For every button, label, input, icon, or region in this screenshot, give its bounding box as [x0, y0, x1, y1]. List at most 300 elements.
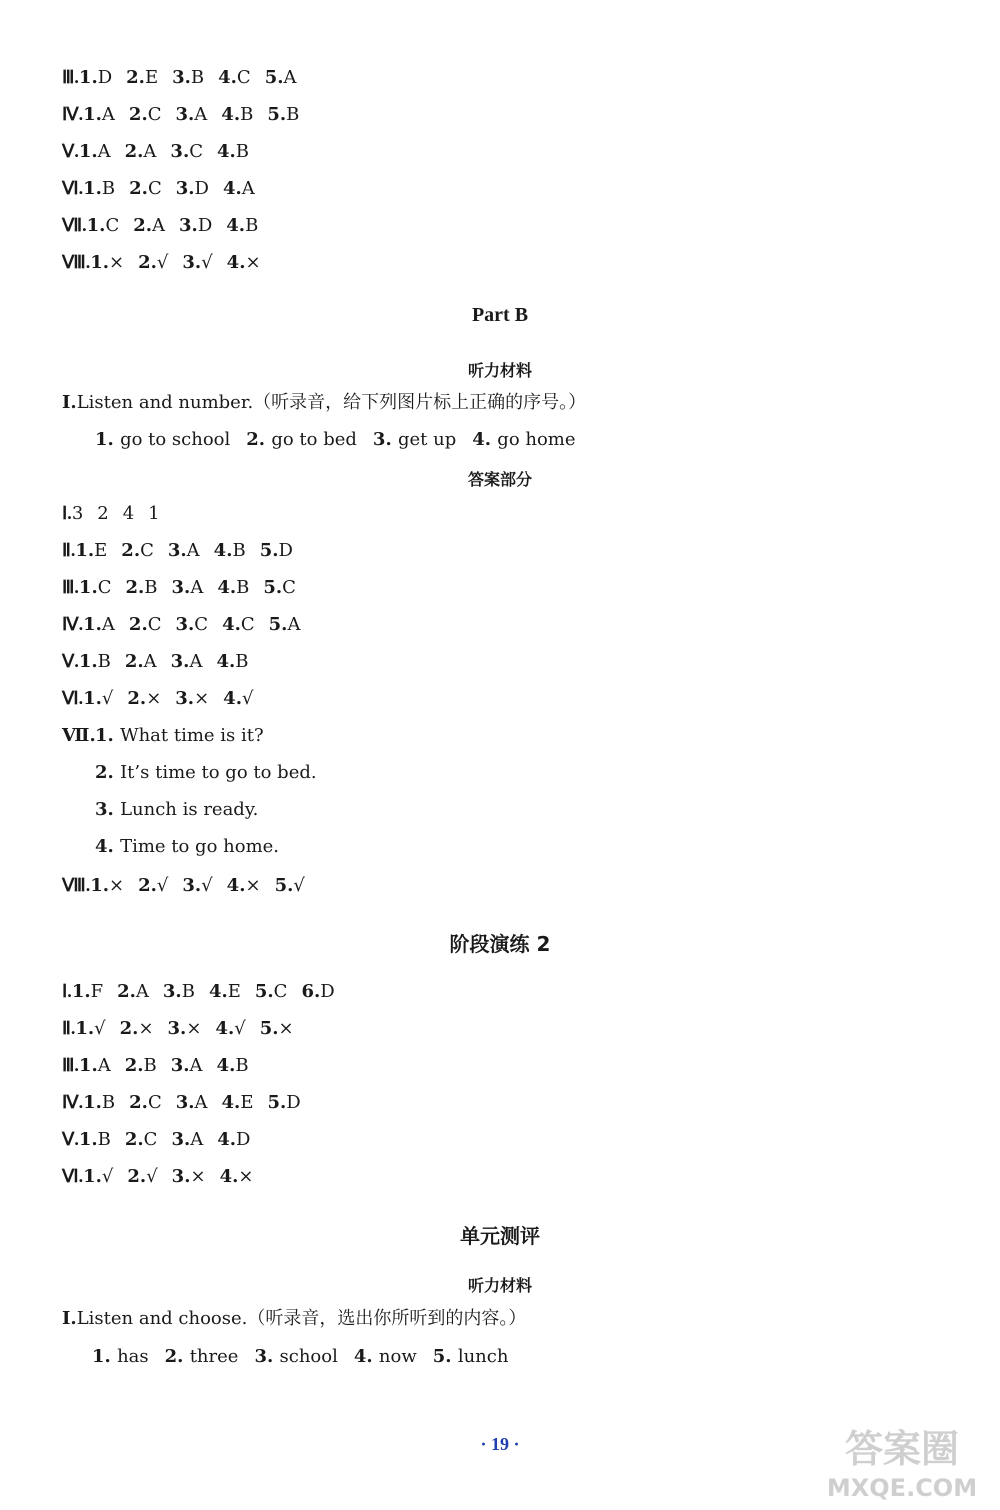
- item-number: 4.: [222, 614, 241, 635]
- answer-item: [222, 1092, 254, 1113]
- answer-item: [209, 981, 241, 1002]
- item-answer: ×: [138, 1018, 154, 1039]
- answer-item: [176, 178, 209, 199]
- item-text: has: [117, 1346, 149, 1367]
- answer-item: [127, 688, 161, 709]
- answer-item: [182, 875, 212, 896]
- answer-item: [87, 215, 120, 236]
- answer-item: [255, 981, 288, 1002]
- item-number: 2.: [124, 141, 144, 162]
- item-answer: A: [189, 1055, 203, 1076]
- answer-item: [79, 1055, 111, 1076]
- answer-item: [125, 1129, 158, 1150]
- item-number: 3.: [179, 215, 198, 236]
- item-number: 3.: [175, 178, 195, 199]
- answer-item: [221, 104, 253, 125]
- roman-numeral: Ⅷ.: [62, 252, 91, 272]
- answer-line: [62, 177, 269, 200]
- roman-numeral: Ⅳ.: [62, 104, 84, 124]
- inline-item: [165, 1346, 239, 1367]
- roman-numeral: Ⅵ.: [62, 688, 84, 708]
- item-answer: B: [101, 1092, 116, 1113]
- part-b-answers-heading: 答案部分: [467, 470, 532, 489]
- item-number: 2.: [138, 252, 157, 273]
- item-answer: A: [287, 614, 301, 635]
- part-b-listening-heading: 听力材料: [467, 361, 532, 380]
- unit-test-instruction: [62, 1308, 526, 1330]
- item-number: 4.: [226, 252, 246, 273]
- answer-item: [171, 1055, 203, 1076]
- answer-item: [168, 540, 200, 561]
- item-number: 4.: [219, 1166, 239, 1187]
- item-number: 2.: [129, 178, 148, 199]
- item-number: 6.: [301, 981, 321, 1002]
- item-answer: √: [101, 688, 114, 709]
- item-number: 2.: [119, 1018, 139, 1039]
- answer-item: [176, 614, 209, 635]
- item-answer: A: [241, 178, 255, 199]
- item-answer: A: [135, 981, 149, 1002]
- item-number: 3.: [175, 104, 195, 125]
- item-number: 1.: [90, 875, 110, 896]
- answer-line: [62, 140, 263, 163]
- item-answer: √: [201, 875, 213, 896]
- item-number: 3.: [162, 981, 182, 1002]
- stage-2-title: 阶段演练 2: [449, 932, 551, 956]
- item-answer: B: [190, 67, 205, 88]
- item-number: 4.: [221, 104, 241, 125]
- part-b-listening-instruction: [62, 392, 586, 414]
- answer-item: [267, 1092, 300, 1113]
- answer-item: [260, 540, 293, 561]
- answer-item: [90, 252, 124, 273]
- answer-item: [220, 1166, 254, 1187]
- answer-item: [269, 614, 301, 635]
- item-answer: A: [189, 651, 203, 672]
- item-number: 3.: [95, 799, 121, 820]
- answer-item: [138, 252, 168, 273]
- answer-line: [62, 1165, 267, 1188]
- answer-item: [182, 252, 212, 273]
- item-number: 5.: [263, 577, 283, 598]
- item-answer: 2: [97, 503, 109, 524]
- answer-line: [62, 214, 272, 237]
- item-answer: C: [105, 215, 120, 236]
- answer-line: [62, 687, 267, 710]
- item-answer: A: [97, 141, 111, 162]
- item-text: lunch: [457, 1346, 509, 1367]
- item-number: 5.: [264, 67, 284, 88]
- unit-test-title: 单元测评: [460, 1224, 540, 1248]
- answer-item: [217, 141, 249, 162]
- answer-item: [138, 875, 168, 896]
- answer-item: [222, 614, 255, 635]
- item-answer: ×: [245, 875, 261, 896]
- item-number: 2.: [95, 762, 121, 783]
- sentence-text: What time is it?: [120, 725, 264, 746]
- roman-numeral: Ⅰ.: [62, 503, 72, 523]
- item-number: 4.: [95, 836, 121, 857]
- item-answer: C: [97, 577, 112, 598]
- answer-line: [62, 1091, 315, 1114]
- item-number: 4.: [217, 1129, 237, 1150]
- roman-numeral: Ⅵ.: [62, 1166, 84, 1186]
- roman-numeral: Ⅳ.: [62, 614, 84, 634]
- item-number: 1.: [78, 577, 98, 598]
- item-number: 2.: [133, 215, 153, 236]
- roman-numeral: Ⅵ.: [62, 178, 84, 198]
- item-answer: B: [240, 104, 254, 125]
- item-number: 1.: [83, 1166, 102, 1187]
- item-answer: A: [194, 104, 208, 125]
- answer-item: [79, 1129, 111, 1150]
- item-answer: A: [152, 215, 166, 236]
- answer-item: [83, 104, 115, 125]
- item-answer: E: [227, 981, 241, 1002]
- item-text: go to school: [120, 429, 231, 450]
- item-number: 3.: [171, 1166, 191, 1187]
- inline-item: [246, 429, 357, 450]
- answer-item: [79, 577, 112, 598]
- item-number: 2.: [124, 1129, 144, 1150]
- roman-numeral: Ⅲ.: [62, 577, 79, 597]
- item-number: 1.: [78, 141, 98, 162]
- item-answer: B: [286, 104, 300, 125]
- answer-item: [176, 104, 208, 125]
- item-number: 1.: [90, 252, 110, 273]
- answer-line: [62, 980, 349, 1003]
- answer-item: [75, 1018, 105, 1039]
- answer-item: [260, 1018, 294, 1039]
- answer-item: [120, 1018, 154, 1039]
- answer-item: [79, 651, 111, 672]
- item-number: 2.: [124, 1055, 144, 1076]
- sentence-line: [95, 725, 264, 747]
- answer-item: [75, 540, 107, 561]
- item-answer: A: [143, 651, 157, 672]
- item-answer: B: [97, 651, 111, 672]
- item-answer: D: [320, 981, 335, 1002]
- item-answer: √: [293, 875, 305, 896]
- inline-item: [92, 1346, 149, 1367]
- roman-numeral: Ⅶ.: [62, 215, 87, 235]
- item-number: 2.: [246, 429, 272, 450]
- answer-item: [214, 540, 246, 561]
- answer-item: [123, 503, 134, 524]
- answer-line: [62, 1128, 264, 1151]
- item-number: 2.: [129, 1092, 148, 1113]
- answer-line: [62, 613, 314, 636]
- answer-item: [275, 875, 305, 896]
- item-number: 4.: [472, 429, 498, 450]
- item-number: 4.: [353, 1346, 379, 1367]
- answer-item: [125, 1055, 157, 1076]
- answer-item: [79, 141, 111, 162]
- item-answer: C: [147, 104, 162, 125]
- item-number: 2.: [117, 981, 136, 1002]
- sentence-line: [95, 762, 317, 784]
- answer-item: [125, 651, 157, 672]
- item-number: 1.: [83, 1092, 102, 1113]
- item-answer: C: [147, 1092, 162, 1113]
- item-answer: A: [186, 540, 200, 561]
- item-answer: C: [282, 577, 296, 598]
- item-answer: B: [144, 577, 158, 598]
- answer-line: [62, 539, 307, 562]
- item-answer: E: [240, 1092, 254, 1113]
- item-answer: A: [190, 1129, 204, 1150]
- item-answer: ×: [194, 688, 210, 709]
- answer-item: [227, 875, 261, 896]
- item-number: 5.: [274, 875, 294, 896]
- roman-numeral: Ⅴ.: [62, 651, 79, 671]
- answer-item: [172, 67, 204, 88]
- roman-numeral: Ⅱ.: [62, 1018, 76, 1038]
- answer-item: [227, 252, 261, 273]
- item-answer: C: [147, 178, 162, 199]
- item-number: 2.: [127, 1166, 147, 1187]
- item-answer: √: [156, 252, 169, 273]
- item-line: [92, 1346, 524, 1368]
- item-answer: F: [90, 981, 104, 1002]
- item-answer: C: [194, 614, 209, 635]
- answer-item: [83, 614, 115, 635]
- item-number: 1.: [83, 688, 102, 709]
- answer-item: [125, 141, 157, 162]
- item-answer: B: [245, 215, 259, 236]
- item-number: 1.: [83, 178, 102, 199]
- item-answer: A: [194, 1092, 208, 1113]
- item-number: 3.: [175, 614, 195, 635]
- answer-item: [97, 503, 108, 524]
- item-text: three: [189, 1346, 239, 1367]
- unit-test-listening-heading: 听力材料: [467, 1276, 532, 1295]
- inline-item: [433, 1346, 509, 1367]
- inline-item: [95, 429, 230, 450]
- item-answer: A: [101, 614, 115, 635]
- item-number: 5.: [254, 981, 274, 1002]
- answer-item: [170, 141, 203, 162]
- answer-item: [127, 1166, 157, 1187]
- item-answer: A: [190, 577, 204, 598]
- answer-item: [129, 614, 162, 635]
- item-number: 4.: [221, 1092, 241, 1113]
- answer-item: [301, 981, 334, 1002]
- inline-item: [354, 1346, 417, 1367]
- item-number: 3.: [167, 540, 187, 561]
- answer-item: [179, 215, 212, 236]
- answer-item: [90, 875, 124, 896]
- answer-item: [83, 1166, 113, 1187]
- item-answer: D: [278, 540, 293, 561]
- item-number: 2.: [125, 577, 145, 598]
- answer-item: [148, 503, 159, 524]
- item-answer: E: [94, 540, 108, 561]
- sentence-line: [95, 799, 258, 821]
- answer-line: [62, 251, 275, 274]
- item-number: 4.: [208, 981, 228, 1002]
- answer-item: [218, 67, 251, 88]
- item-number: 3.: [170, 651, 190, 672]
- item-number: 3.: [182, 875, 202, 896]
- item-number: 5.: [267, 104, 287, 125]
- roman-numeral: Ⅰ.: [62, 392, 77, 413]
- item-number: 1.: [71, 981, 91, 1002]
- sentence-text: Lunch is ready.: [120, 799, 259, 820]
- instruction-text: Listen and choose.（听录音，选出你所听到的内容。）: [76, 1308, 527, 1329]
- item-number: 4.: [222, 178, 242, 199]
- item-answer: A: [283, 67, 297, 88]
- roman-numeral: Ⅱ.: [62, 540, 76, 560]
- item-number: 2.: [126, 67, 145, 88]
- inline-item: [373, 429, 456, 450]
- item-answer: C: [189, 141, 203, 162]
- item-answer: √: [146, 1166, 158, 1187]
- part-b-title: Part B: [471, 304, 529, 326]
- item-answer: C: [240, 614, 255, 635]
- item-number: 1.: [78, 1055, 98, 1076]
- item-number: 1.: [75, 540, 95, 561]
- item-answer: B: [101, 178, 116, 199]
- answer-item: [117, 981, 149, 1002]
- page-number: · 19 ·: [480, 1434, 520, 1454]
- answer-item: [172, 577, 204, 598]
- answer-line: [62, 874, 319, 897]
- answer-item: [129, 178, 162, 199]
- answer-item: [121, 540, 154, 561]
- answer-item: [83, 688, 113, 709]
- answer-item: [72, 503, 83, 524]
- item-number: 3.: [175, 1092, 195, 1113]
- answer-item: [126, 67, 158, 88]
- item-answer: √: [94, 1018, 106, 1039]
- item-answer: C: [273, 981, 288, 1002]
- item-number: 2.: [124, 651, 144, 672]
- item-number: 4.: [217, 577, 237, 598]
- item-number: 1.: [95, 429, 121, 450]
- item-answer: D: [97, 67, 113, 88]
- item-number: 4.: [226, 215, 246, 236]
- item-number: 4.: [218, 67, 237, 88]
- answer-item: [171, 651, 203, 672]
- item-number: 4.: [215, 1018, 235, 1039]
- item-answer: B: [97, 1129, 111, 1150]
- item-text: go home: [497, 429, 576, 450]
- item-number: 4.: [213, 540, 233, 561]
- item-number: 3.: [182, 252, 202, 273]
- item-answer: ×: [109, 252, 125, 273]
- item-number: 2.: [164, 1346, 190, 1367]
- item-number: 4.: [216, 651, 236, 672]
- item-number: 3.: [172, 67, 191, 88]
- item-answer: ×: [190, 1166, 206, 1187]
- item-answer: ×: [238, 1166, 254, 1187]
- item-text: now: [378, 1346, 417, 1367]
- roman-numeral: Ⅲ.: [62, 67, 79, 87]
- roman-numeral: Ⅰ.: [62, 981, 72, 1001]
- item-answer: D: [286, 1092, 301, 1113]
- answer-item: [263, 577, 296, 598]
- item-number: 1.: [78, 67, 98, 88]
- item-answer: √: [234, 1018, 246, 1039]
- sentence-line: [95, 836, 279, 858]
- item-answer: B: [236, 577, 250, 598]
- answer-item: [79, 67, 112, 88]
- answer-item: [129, 1092, 162, 1113]
- item-number: 3.: [170, 1055, 190, 1076]
- item-number: 3.: [167, 1018, 187, 1039]
- item-number: 5.: [268, 614, 288, 635]
- answer-item: [223, 178, 255, 199]
- item-text: get up: [397, 429, 457, 450]
- item-number: 2.: [127, 688, 147, 709]
- item-answer: C: [143, 1129, 158, 1150]
- item-answer: ×: [278, 1018, 294, 1039]
- item-answer: 4: [122, 503, 135, 524]
- item-answer: 3: [71, 503, 84, 524]
- answer-line: [62, 650, 262, 673]
- answer-item: [83, 1092, 115, 1113]
- answer-line: [62, 66, 311, 89]
- item-number: 2.: [128, 614, 148, 635]
- inline-item: [254, 1346, 337, 1367]
- roman-numeral: Ⅷ.: [62, 875, 91, 895]
- item-answer: B: [235, 1055, 249, 1076]
- item-number: 2.: [121, 540, 141, 561]
- item-answer: ×: [186, 1018, 202, 1039]
- item-number: 1.: [78, 651, 98, 672]
- answer-item: [223, 688, 253, 709]
- item-answer: √: [156, 875, 169, 896]
- item-answer: ×: [109, 875, 125, 896]
- part-b-vii-rn: Ⅶ.: [62, 725, 96, 746]
- item-number: 2.: [138, 875, 157, 896]
- item-answer: D: [236, 1129, 251, 1150]
- roman-numeral: Ⅴ.: [62, 1129, 79, 1149]
- item-number: 3.: [372, 429, 398, 450]
- item-number: 3.: [171, 1129, 191, 1150]
- item-answer: C: [147, 614, 162, 635]
- item-number: 5.: [259, 1018, 279, 1039]
- item-answer: B: [232, 540, 246, 561]
- item-answer: √: [201, 252, 213, 273]
- answer-item: [126, 577, 158, 598]
- answer-item: [168, 1018, 202, 1039]
- item-answer: 1: [148, 503, 160, 524]
- item-text: go to bed: [271, 429, 357, 450]
- answer-item: [171, 1129, 203, 1150]
- sentence-text: Time to go home.: [120, 836, 280, 857]
- answer-item: [175, 688, 209, 709]
- item-number: 1.: [83, 104, 102, 125]
- item-number: 5.: [432, 1346, 458, 1367]
- roman-numeral: Ⅳ.: [62, 1092, 84, 1112]
- roman-numeral: Ⅲ.: [62, 1055, 79, 1075]
- item-number: 4.: [217, 141, 236, 162]
- item-number: 4.: [226, 875, 246, 896]
- item-answer: A: [143, 141, 157, 162]
- watermark-text-bottom: MXQE.COM: [826, 1474, 978, 1502]
- inline-item: [472, 429, 575, 450]
- answer-item: [72, 981, 103, 1002]
- answer-item: [172, 1166, 206, 1187]
- item-answer: ×: [245, 252, 261, 273]
- answer-line: [62, 576, 310, 599]
- item-answer: A: [101, 104, 115, 125]
- sentence-text: It’s time to go to bed.: [120, 762, 317, 783]
- item-number: 4.: [216, 1055, 236, 1076]
- roman-numeral: Ⅴ.: [62, 141, 79, 161]
